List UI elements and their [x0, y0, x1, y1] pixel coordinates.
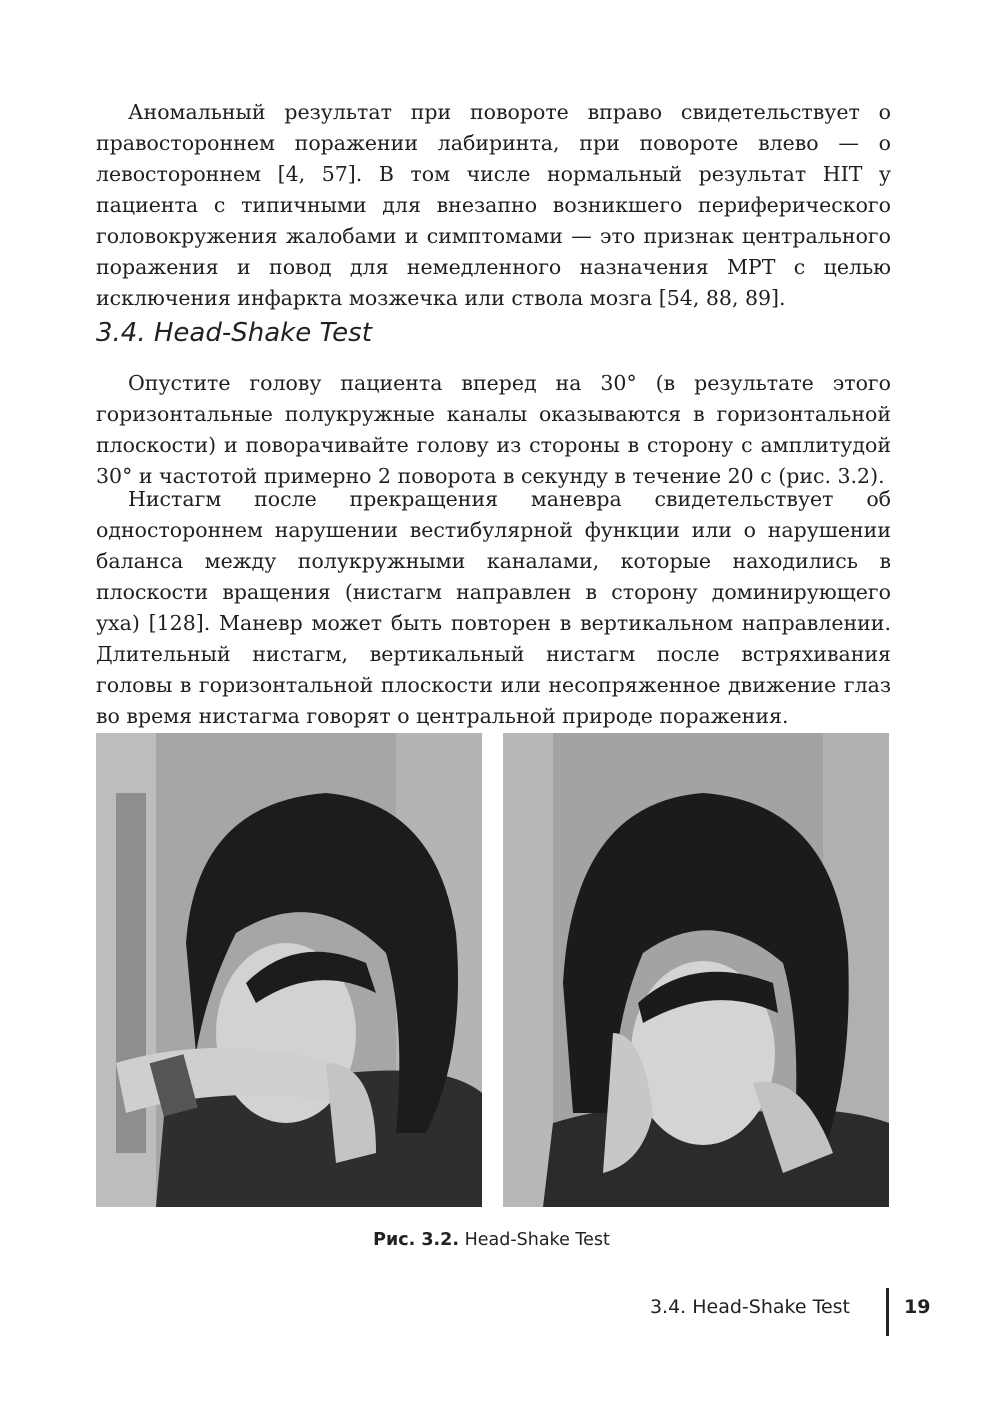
photo-head-tilted-left: [96, 733, 482, 1207]
figure-title: Head-Shake Test: [464, 1230, 610, 1250]
figure-label: Рис. 3.2.: [373, 1230, 459, 1250]
paragraph-intro: Аномальный результат при повороте вправо свидетельствует о правостороннем поражении лабиринта, при повороте влево — о левостороннем [4, 57]. В том числе нормальный результат HIT у пациента с типичными для внезапно возникшего периферического головокружения жалобами и симптомами — это признак центрального поражения и повод для немедленного назначения МРТ с целью исключения инфаркта мозжечка или ствола мозга [54, 88, 89].: [96, 100, 891, 310]
figure-caption: [0, 1230, 983, 1250]
paragraph-procedure: Опустите голову пациента вперед на 30° (в результате этого горизонтальные полукружные каналы оказываются в горизонтальной плоскости) и поворачивайте голову из стороны в сторону с амплитудой 30° и частотой примерно 2 поворота в секунду в течение 20 с (рис. 3.2).: [96, 371, 891, 488]
running-title: 3.4. Head-Shake Test: [649, 1296, 850, 1318]
section-heading: 3.4. Head-Shake Test: [96, 318, 372, 348]
paragraph-interpretation: Нистагм после прекращения маневра свидетельствует об одностороннем нарушении вестибулярной функции или о нарушении баланса между полукружными каналами, которые находились в плоскости вращения (нистагм направлен в сторону доминирующего уха) [128]. Маневр может быть повторен в вертикальном направлении. Длительный нистагм, вертикальный нистагм после встряхивания головы в горизонтальной плоскости или несопряженное движение глаз во время нистагма говорят о центральной природе поражения.: [96, 487, 891, 728]
photo-head-tilted-right: [503, 733, 889, 1207]
page-number: 19: [904, 1296, 931, 1318]
footer-divider: [886, 1288, 889, 1336]
